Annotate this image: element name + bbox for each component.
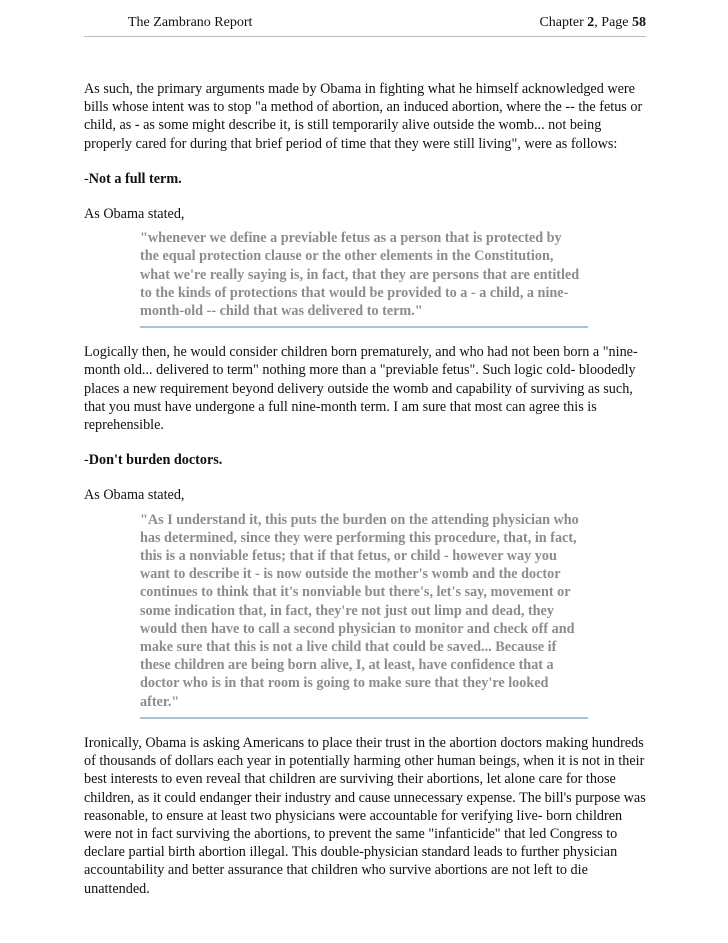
document-body bbox=[84, 80, 646, 915]
section-heading-full-term: -Not a full term. bbox=[84, 170, 182, 187]
paragraph-intro: As such, the primary arguments made by Obama in fighting what he himself acknowledged were bills whose intent was to stop "a method of abortion, an induced abortion, where the -- the fetus or child, as - as some might describe it, is still temporarily alive outside the womb... not being properly cared for during that brief period of time that they were still living", were as follows: bbox=[84, 81, 643, 152]
chapter-number: 2 bbox=[587, 15, 595, 30]
page-number: 58 bbox=[632, 15, 646, 30]
header-divider bbox=[84, 36, 646, 37]
quote-lead-2: As Obama stated, bbox=[84, 487, 185, 504]
chapter-page-label: Chapter 2, Page 58 bbox=[539, 15, 646, 30]
block-quote-1: "whenever we define a previable fetus as a person that is protected by the equal protection clause or the other elements in the Constitution, what we're really saying is, in fact, that they are persons that are entitled to the kinds of protections that would be provided to a - a child, a nine- month-old -- child that was delivered to term." bbox=[140, 229, 588, 328]
page-header bbox=[128, 14, 646, 32]
block-quote-2: "As I understand it, this puts the burden on the attending physician who has determined, since they were performing this procedure, that, in fact, this is a nonviable fetus; that if that fetus, or child - however way you want to describe it - is now outside the mother's womb and the doctor continues to think that it's nonviable but there's, let's say, movement or some indication that, in fact, they're not just out limp and dead, they would then have to call a second physician to monitor and check off and make sure that this is not a live child that could be saved... Because if these children are being born alive, I, at least, have confidence that a doctor who is in that room is going to make sure that they're looked after." bbox=[140, 511, 588, 719]
report-title: The Zambrano Report bbox=[128, 15, 253, 30]
paragraph-premature: Logically then, he would consider children born prematurely, and who had not been born a "nine-month old... delivered to term" nothing more than a "previable fetus". Such logic cold- bloodedly places a new requirement beyond delivery outside the womb and capability of surviving as such, that you must have undergone a full nine-month term. I am sure that most can agree this is reprehensible. bbox=[84, 344, 638, 434]
section-heading-doctors: -Don't burden doctors. bbox=[84, 452, 223, 469]
paragraph-conclusion: Ironically, Obama is asking Americans to place their trust in the abortion doctors making hundreds of thousands of dollars each year in potentially harming other human beings, when it is not in their best interests to even reveal that children are surviving their abortions, let alone care for those children, as it could endanger their industry and cause unnecessary expense. The bill's purpose was reasonable, to ensure at least two physicians were accountable for verifying live- born children were not in fact surviving the abortions, to prevent the same "infanticide" that led Congress to declare partial birth abortion illegal. This double-physician standard leads to further physician accountability and better assurance that children who survive abortions are not left to die unattended. bbox=[84, 734, 646, 897]
quote-lead-1: As Obama stated, bbox=[84, 206, 185, 223]
